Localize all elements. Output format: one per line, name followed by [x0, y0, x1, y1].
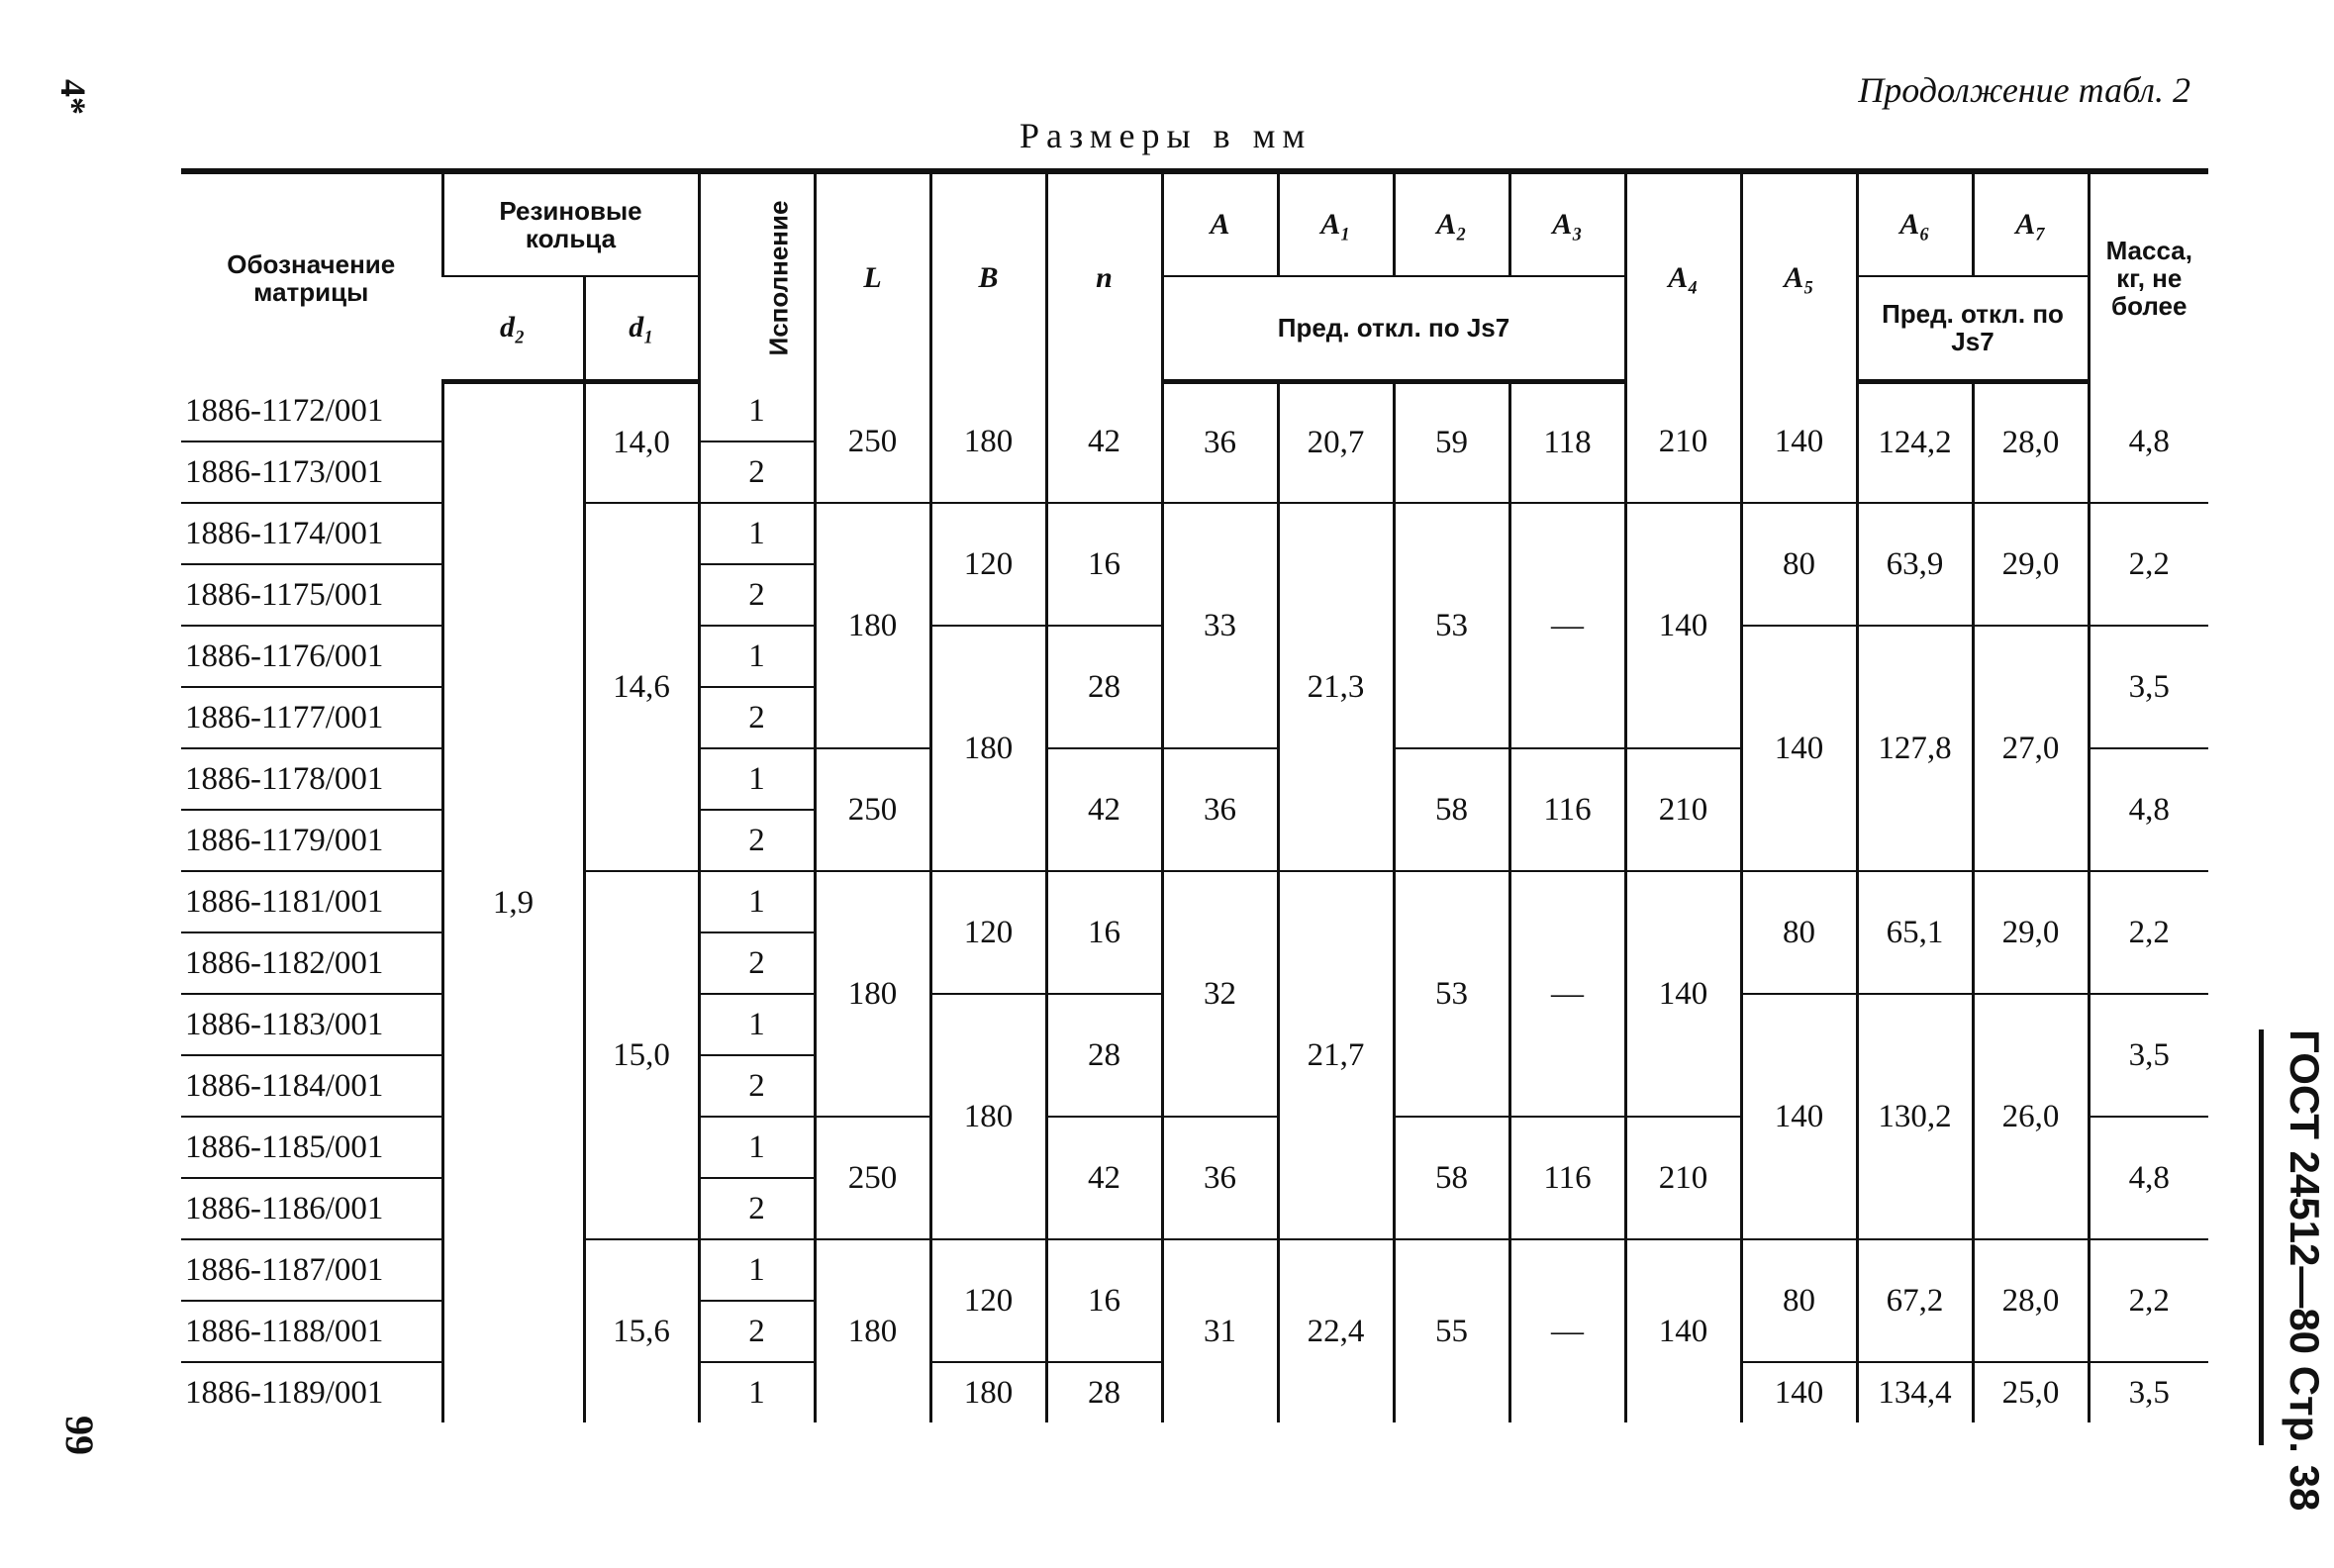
A3-cell: 116: [1509, 748, 1625, 871]
A6-cell: 65,1: [1857, 871, 1973, 994]
designation-cell: 1886-1174/001: [181, 503, 442, 564]
designation-cell: 1886-1188/001: [181, 1301, 442, 1362]
A2-cell: 59: [1394, 381, 1509, 503]
header-n-label: n: [1096, 260, 1113, 294]
B-cell: 120: [930, 871, 1046, 994]
A5-cell: 80: [1741, 1239, 1857, 1362]
header-A7: [1973, 171, 2089, 276]
version-cell: 2: [699, 441, 815, 503]
n-cell: 28: [1046, 626, 1162, 748]
mass-cell: 3,5: [2089, 994, 2208, 1117]
A2-cell: 55: [1394, 1239, 1509, 1422]
A4-cell: 210: [1625, 381, 1741, 503]
header-B: [930, 171, 1046, 381]
A2-cell: 58: [1394, 748, 1509, 871]
side-rule: [2259, 1029, 2264, 1445]
n-cell: 42: [1046, 748, 1162, 871]
units-caption: Размеры в мм: [1020, 116, 1313, 155]
A7-cell: 29,0: [1973, 503, 2089, 626]
n-cell: 42: [1046, 381, 1162, 503]
mass-cell: 2,2: [2089, 1239, 2208, 1362]
header-d2: [442, 276, 584, 381]
A5-cell: 140: [1741, 994, 1857, 1239]
designation-cell: 1886-1172/001: [181, 381, 442, 441]
version-cell: 1: [699, 503, 815, 564]
header-A7-label: A₇: [2015, 208, 2046, 241]
header-A6-label: A₆: [1899, 208, 1930, 241]
n-cell: 28: [1046, 1362, 1162, 1422]
version-cell: 1: [699, 1239, 815, 1301]
standard-side-label: ГОСТ 24512—80 Стр. 38: [2282, 1029, 2328, 1512]
mass-cell: 4,8: [2089, 748, 2208, 871]
A7-cell: 25,0: [1973, 1362, 2089, 1422]
designation-cell: 1886-1179/001: [181, 810, 442, 871]
version-cell: 2: [699, 564, 815, 626]
L-cell: 250: [815, 381, 930, 503]
A2-cell: 53: [1394, 871, 1509, 1117]
designation-cell: 1886-1178/001: [181, 748, 442, 810]
mass-cell: 4,8: [2089, 1117, 2208, 1239]
B-cell: 180: [930, 994, 1046, 1239]
L-cell: 180: [815, 871, 930, 1117]
A1-cell: 22,4: [1278, 1239, 1394, 1422]
d1-cell: 14,6: [584, 503, 699, 871]
header-A5: [1741, 171, 1857, 381]
designation-cell: 1886-1186/001: [181, 1178, 442, 1239]
A-cell: 33: [1162, 503, 1278, 748]
A7-cell: 27,0: [1973, 626, 2089, 871]
d1-cell: 15,6: [584, 1239, 699, 1422]
d1-cell: 14,0: [584, 381, 699, 503]
mass-cell: 4,8: [2089, 381, 2208, 503]
designation-cell: 1886-1187/001: [181, 1239, 442, 1301]
header-A1: [1278, 171, 1394, 276]
A6-cell: 134,4: [1857, 1362, 1973, 1422]
B-cell: 180: [930, 1362, 1046, 1422]
A-cell: 36: [1162, 1117, 1278, 1239]
page-top-mark: 4*: [53, 79, 93, 115]
header-A: [1162, 171, 1278, 276]
A3-cell: —: [1509, 503, 1625, 748]
d1-cell: 15,0: [584, 871, 699, 1239]
L-cell: 180: [815, 503, 930, 748]
n-cell: 16: [1046, 1239, 1162, 1362]
version-cell: 2: [699, 1301, 815, 1362]
mass-cell: 3,5: [2089, 1362, 2208, 1422]
header-version-label: Исполнение: [762, 200, 793, 355]
designation-cell: 1886-1173/001: [181, 441, 442, 503]
L-cell: 250: [815, 1117, 930, 1239]
designation-cell: 1886-1189/001: [185, 1374, 384, 1411]
A2-cell: 53: [1394, 503, 1509, 748]
A1-cell: 20,7: [1278, 381, 1394, 503]
designation-cell: 1886-1175/001: [181, 564, 442, 626]
n-cell: 42: [1046, 1117, 1162, 1239]
page-number: 99: [57, 1416, 102, 1455]
header-n: [1046, 171, 1162, 381]
header-A4-label: A₄: [1668, 260, 1699, 294]
header-A2-label: A₂: [1436, 208, 1467, 241]
B-cell: 120: [930, 1239, 1046, 1362]
version-cell: 2: [699, 687, 815, 748]
A3-cell: 118: [1509, 381, 1625, 503]
header-A1-label: A₁: [1320, 208, 1351, 241]
A7-cell: 26,0: [1973, 994, 2089, 1239]
A5-cell: 80: [1741, 503, 1857, 626]
A6-cell: 130,2: [1857, 994, 1973, 1239]
A4-cell: 140: [1625, 1239, 1741, 1422]
B-cell: 180: [930, 381, 1046, 503]
A7-cell: 28,0: [1973, 1239, 2089, 1362]
A4-cell: 140: [1625, 871, 1741, 1117]
header-L-label: L: [863, 260, 882, 294]
B-cell: 180: [930, 626, 1046, 871]
header-rubber-rings: Резиновые кольца: [442, 171, 699, 276]
header-version: [699, 171, 815, 381]
header-B-label: B: [978, 260, 999, 294]
header-A3: [1509, 171, 1625, 276]
designation-cell: 1886-1176/001: [181, 626, 442, 687]
A6-cell: 124,2: [1857, 381, 1973, 503]
A1-cell: 21,7: [1278, 871, 1394, 1239]
n-cell: 16: [1046, 503, 1162, 626]
A2-cell: 58: [1394, 1117, 1509, 1239]
A3-cell: —: [1509, 871, 1625, 1117]
header-d2-label: d₂: [500, 311, 526, 344]
A7-cell: 29,0: [1973, 871, 2089, 994]
continuation-caption: Продолжение табл. 2: [1858, 70, 2190, 110]
header-d1-label: d₁: [629, 311, 654, 344]
mass-cell: 3,5: [2089, 626, 2208, 748]
mass-cell: 2,2: [2089, 871, 2208, 994]
A5-cell: 80: [1741, 871, 1857, 994]
header-tolerance-b: Пред. откл. по Js7: [1857, 276, 2089, 381]
A5-cell: 140: [1741, 626, 1857, 871]
header-A5-label: A₅: [1784, 260, 1814, 294]
dimensions-table: [181, 168, 2208, 1422]
A5-cell: 140: [1741, 1362, 1857, 1422]
designation-cell: 1886-1184/001: [181, 1055, 442, 1117]
mass-cell: 2,2: [2089, 503, 2208, 626]
A-cell: 36: [1162, 381, 1278, 503]
designation-cell: 1886-1181/001: [181, 871, 442, 932]
header-mass: Масса, кг, не более: [2089, 171, 2208, 381]
B-cell: 120: [930, 503, 1046, 626]
n-cell: 16: [1046, 871, 1162, 994]
version-cell: 2: [699, 810, 815, 871]
designation-cell: 1886-1183/001: [181, 994, 442, 1055]
A6-cell: 127,8: [1857, 626, 1973, 871]
L-cell: 180: [815, 1239, 930, 1422]
A6-cell: 67,2: [1857, 1239, 1973, 1362]
header-L: [815, 171, 930, 381]
A6-cell: 63,9: [1857, 503, 1973, 626]
A4-cell: 210: [1625, 748, 1741, 871]
A1-cell: 21,3: [1278, 503, 1394, 871]
header-A4: [1625, 171, 1741, 381]
version-cell: 1: [699, 1117, 815, 1178]
version-cell: 1: [699, 994, 815, 1055]
A5-cell: 140: [1741, 381, 1857, 503]
A-cell: 32: [1162, 871, 1278, 1117]
version-cell: 2: [699, 932, 815, 994]
d2-cell: 1,9: [442, 381, 584, 1422]
version-cell: 2: [699, 1178, 815, 1239]
version-cell: 1: [699, 1362, 815, 1422]
designation-cell: 1886-1177/001: [181, 687, 442, 748]
header-d1: [584, 276, 699, 381]
A-cell: 31: [1162, 1239, 1278, 1422]
version-cell: 1: [699, 871, 815, 932]
L-cell: 250: [815, 748, 930, 871]
A3-cell: 116: [1509, 1117, 1625, 1239]
version-cell: 1: [699, 748, 815, 810]
A3-cell: —: [1509, 1239, 1625, 1422]
designation-cell: 1886-1185/001: [181, 1117, 442, 1178]
version-cell: 1: [699, 381, 815, 441]
A4-cell: 140: [1625, 503, 1741, 748]
A-cell: 36: [1162, 748, 1278, 871]
version-cell: 2: [699, 1055, 815, 1117]
A4-cell: 210: [1625, 1117, 1741, 1239]
A7-cell: 28,0: [1973, 381, 2089, 503]
header-A2: [1394, 171, 1509, 276]
header-A-label: A: [1210, 208, 1230, 241]
header-designation: Обозначение матрицы: [227, 248, 396, 307]
header-A6: [1857, 171, 1973, 276]
header-A3-label: A₃: [1552, 208, 1583, 241]
designation-cell: 1886-1182/001: [181, 932, 442, 994]
n-cell: 28: [1046, 994, 1162, 1117]
version-cell: 1: [699, 626, 815, 687]
header-tolerance-a: Пред. откл. по Js7: [1162, 276, 1625, 381]
